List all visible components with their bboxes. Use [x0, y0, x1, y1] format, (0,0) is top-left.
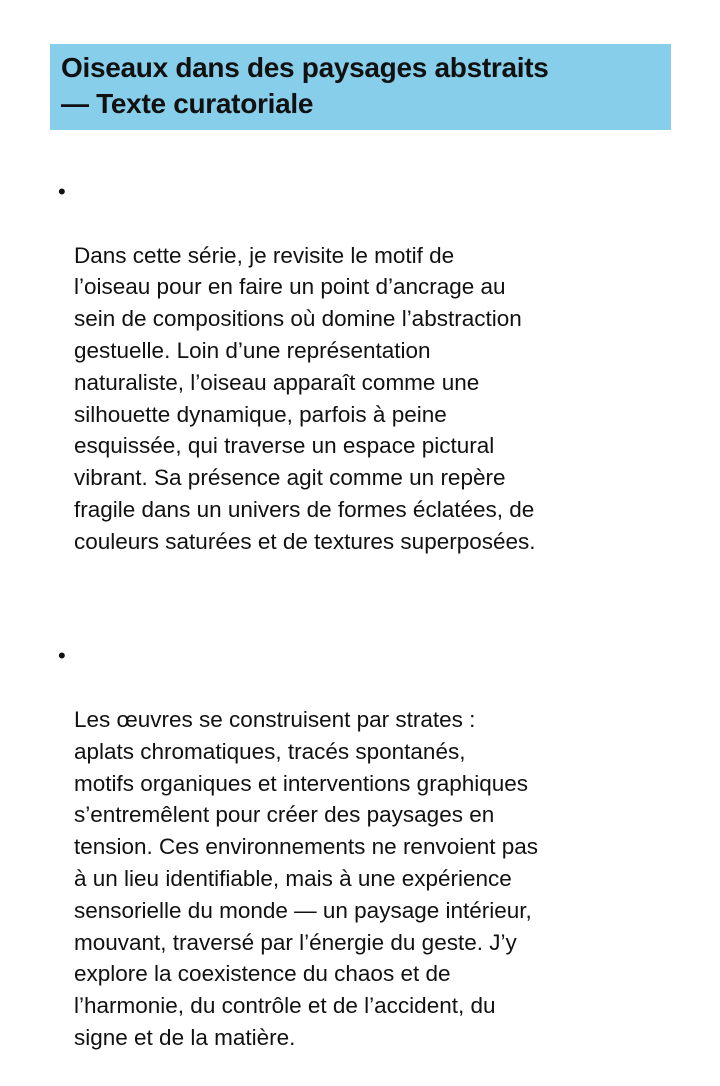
title-box — [50, 44, 671, 130]
slide-title: Oiseaux dans des paysages abstraits — Texte curatoriale — [61, 52, 549, 119]
bullet-item-process — [58, 640, 678, 1085]
bullet-list — [58, 176, 678, 1086]
bullet-text-intro: Dans cette série, je revisite le motif de l’oiseau pour en faire un point d’ancrage au sein de compositions où domine l’abstraction gestuelle. Loin d’une représentation naturaliste, l’oiseau apparaît comme une silhouette dynamique, parfois à peine esquissée, qui traverse un espace pictural vibrant. Sa présence agit comme un repère fragile dans un univers de formes éclatées, de couleurs saturées et de textures superposées. — [74, 242, 536, 554]
bullet-item-intro — [58, 176, 678, 589]
bullet-dot-icon: • — [58, 179, 66, 204]
bullet-dot-icon: • — [58, 643, 66, 669]
bullet-text-process: Les œuvres se construisent par strates : aplats chromatiques, tracés spontanés, motifs organiques et interventions graphiques s’entremêlent pour créer des paysages en tension. Ces environnements ne renvoient pas à un lieu identifiable, mais à une expérience sensorielle du monde — un paysage intérieur, mouvant, traversé par l’énergie du geste. J’y explore la coexistence du chaos et de l’harmonie, du contrôle et de l’accident, du signe et de la matière. — [74, 706, 539, 1050]
